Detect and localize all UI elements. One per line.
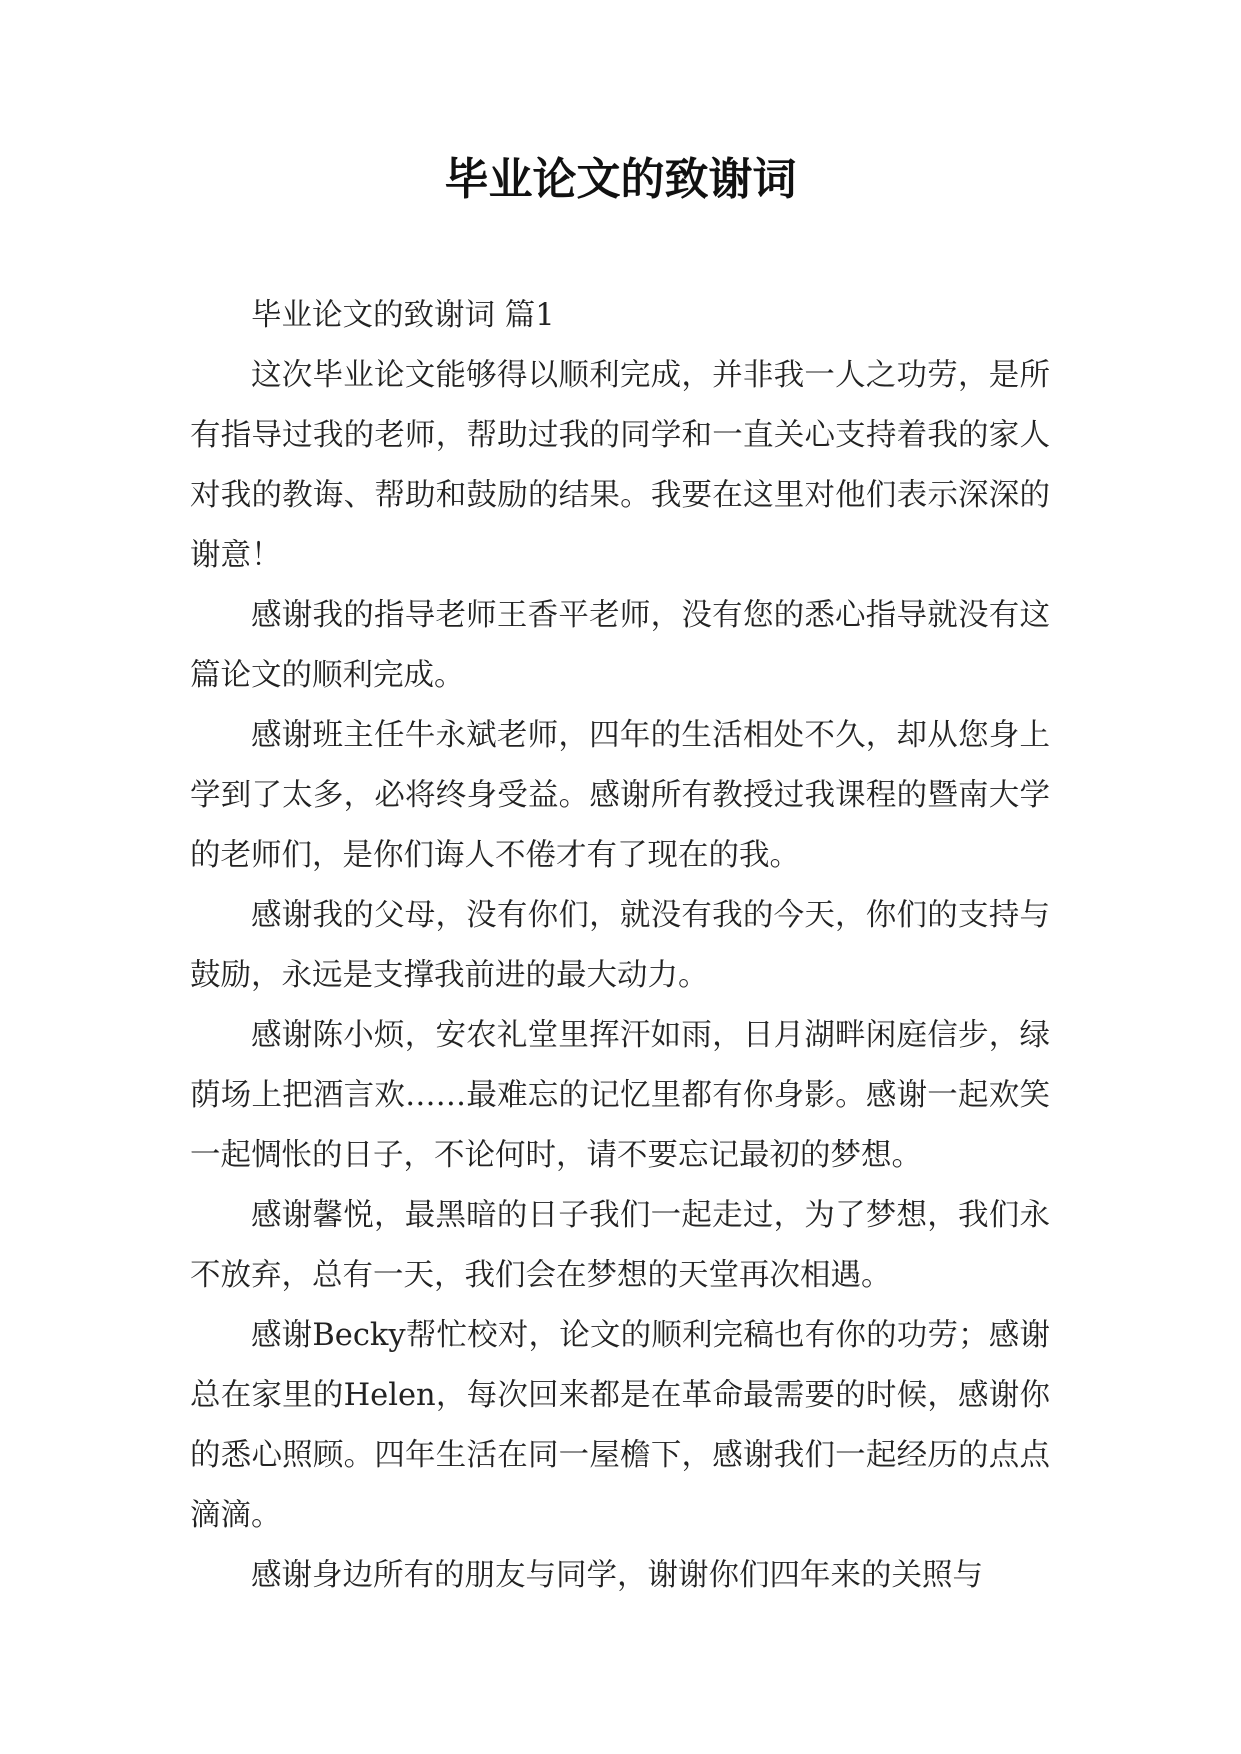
paragraph-2: 感谢我的指导老师王香平老师，没有您的悉心指导就没有这篇论文的顺利完成。 (190, 598, 1050, 693)
section-heading: 毕业论文的致谢词 篇1 (251, 298, 555, 333)
paragraph-1: 这次毕业论文能够得以顺利完成，并非我一人之功劳，是所有指导过我的老师，帮助过我的同学和一直关心支持着我的家人对我的教诲、帮助和鼓励的结果。我要在这里对他们表示深深的谢意！ (190, 358, 1050, 573)
paragraph-8: 感谢身边所有的朋友与同学，谢谢你们四年来的关照与 (251, 1558, 983, 1593)
paragraph-6: 感谢馨悦，最黑暗的日子我们一起走过，为了梦想，我们永不放弃，总有一天，我们会在梦想的天堂再次相遇。 (190, 1198, 1050, 1293)
document-body (190, 286, 1050, 1606)
paragraph-7: 感谢Becky帮忙校对，论文的顺利完稿也有你的功劳；感谢总在家里的Helen，每次回来都是在革命最需要的时候，感谢你的悉心照顾。四年生活在同一屋檐下，感谢我们一起经历的点点滴滴。 (190, 1318, 1050, 1533)
document-title: 毕业论文的致谢词 (444, 154, 797, 205)
paragraph-4: 感谢我的父母，没有你们，就没有我的今天，你们的支持与鼓励，永远是支撑我前进的最大动力。 (190, 898, 1050, 993)
paragraph-5: 感谢陈小烦，安农礼堂里挥汗如雨，日月湖畔闲庭信步，绿荫场上把酒言欢……最难忘的记忆里都有你身影。感谢一起欢笑一起惆怅的日子，不论何时，请不要忘记最初的梦想。 (190, 1018, 1050, 1173)
paragraph-3: 感谢班主任牛永斌老师，四年的生活相处不久，却从您身上学到了太多，必将终身受益。感谢所有教授过我课程的暨南大学的老师们，是你们诲人不倦才有了现在的我。 (190, 718, 1050, 873)
